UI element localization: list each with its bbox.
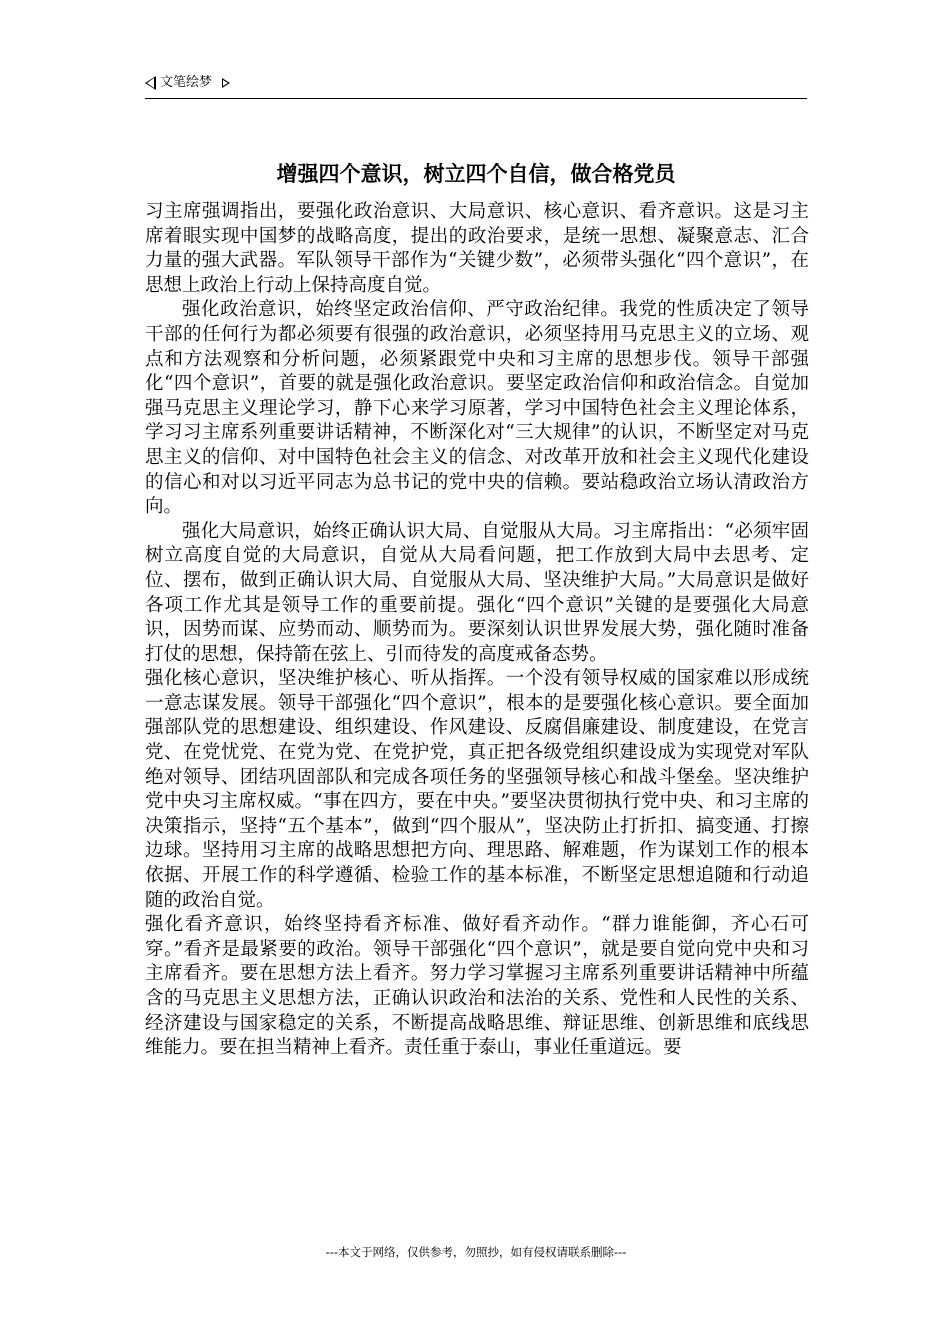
brand-label: 文笔绘梦 <box>160 75 213 90</box>
paragraph: 强化政治意识，始终坚定政治信仰、严守政治纪律。我党的性质决定了领导干部的任何行为都必须要有很强的政治意识，必须坚持用马克思主义的立场、观点和方法观察和分析问题，必须紧跟党中央和习主席的思想步伐。领导干部强化“四个意识”，首要的就是强化政治意识。要坚定政治信仰和政治信念。自觉加强马克思主义理论学习，静下心来学习原著，学习中国特色社会主义理论体系，学习习主席系列重要讲话精神，不断深化对“三大规律”的认识，不断坚定对马克思主义的信仰、对中国特色社会主义的信念、对改革开放和社会主义现代化建设的信心和对以习近平同志为总书记的党中央的信赖。要站稳政治立场认清政治方向。 <box>145 299 809 518</box>
paragraph: 强化大局意识，始终正确认识大局、自觉服从大局。习主席指出：“必须牢固树立高度自觉的大局意识，自觉从大局看问题，把工作放到大局中去思考、定位、摆布，做到正确认识大局、自觉服从大局、坚决维护大局。”大局意识是做好各项工作尤其是领导工作的重要前提。强化“四个意识”关键的是要强化大局意识，因势而谋、应势而动、顺势而为。要深刻认识世界发展大势，强化随时准备打仗的思想，保持箭在弦上、引而待发的高度戒备态势。 <box>145 520 809 665</box>
right-triangle-icon <box>222 78 230 88</box>
document-body <box>145 200 809 1061</box>
document-title: 增强四个意识，树立四个自信，做合格党员 <box>276 162 676 186</box>
brand-header <box>145 75 230 91</box>
paragraph: 习主席强调指出，要强化政治意识、大局意识、核心意识、看齐意识。这是习主席着眼实现中国梦的战略高度，提出的政治要求，是统一思想、凝聚意志、汇合力量的强大武器。军队领导干部作为“关键少数”，必须带头强化“四个意识”，在思想上政治上行动上保持高度自觉。 <box>145 201 809 296</box>
paragraph: 强化看齐意识，始终坚持看齐标准、做好看齐动作。“群力谁能御，齐心石可穿。”看齐是最紧要的政治。领导干部强化“四个意识”，就是要自觉向党中央和习主席看齐。要在思想方法上看齐。努力学习掌握习主席系列重要讲话精神中所蕴含的马克思主义思想方法，正确认识政治和法治的关系、党性和人民性的关系、经济建设与国家稳定的关系，不断提高战略思维、辩证思维、创新思维和底线思维能力。要在担当精神上看齐。责任重于泰山，事业任重道远。要 <box>145 914 809 1059</box>
paragraph: 强化核心意识，坚决维护核心、听从指挥。一个没有领导权威的国家难以形成统一意志谋发展。领导干部强化“四个意识”，根本的是要强化核心意识。要全面加强部队党的思想建设、组织建设、作风建设、反腐倡廉建设、制度建设，在党言党、在党忧党、在党为党、在党护党，真正把各级党组织建设成为实现党对军队绝对领导、团结巩固部队和完成各项任务的坚强领导核心和战斗堡垒。坚决维护党中央习主席权威。“事在四方，要在中央。”要坚决贯彻执行党中央、和习主席的决策指示，坚持“五个基本”，做到“四个服从”，坚决防止打折扣、搞变通、打擦边球。坚持用习主席的战略思想把方向、理思路、解难题，作为谋划工作的根本依据、开展工作的科学遵循、检验工作的基本标准，不断坚定思想追随和行动追随的政治自觉。 <box>145 668 809 911</box>
left-triangle-icon <box>145 76 156 90</box>
page-header <box>145 72 807 99</box>
footer-disclaimer: ---本文于网络，仅供参考，勿照抄，如有侵权请联系删除--- <box>325 1245 627 1259</box>
